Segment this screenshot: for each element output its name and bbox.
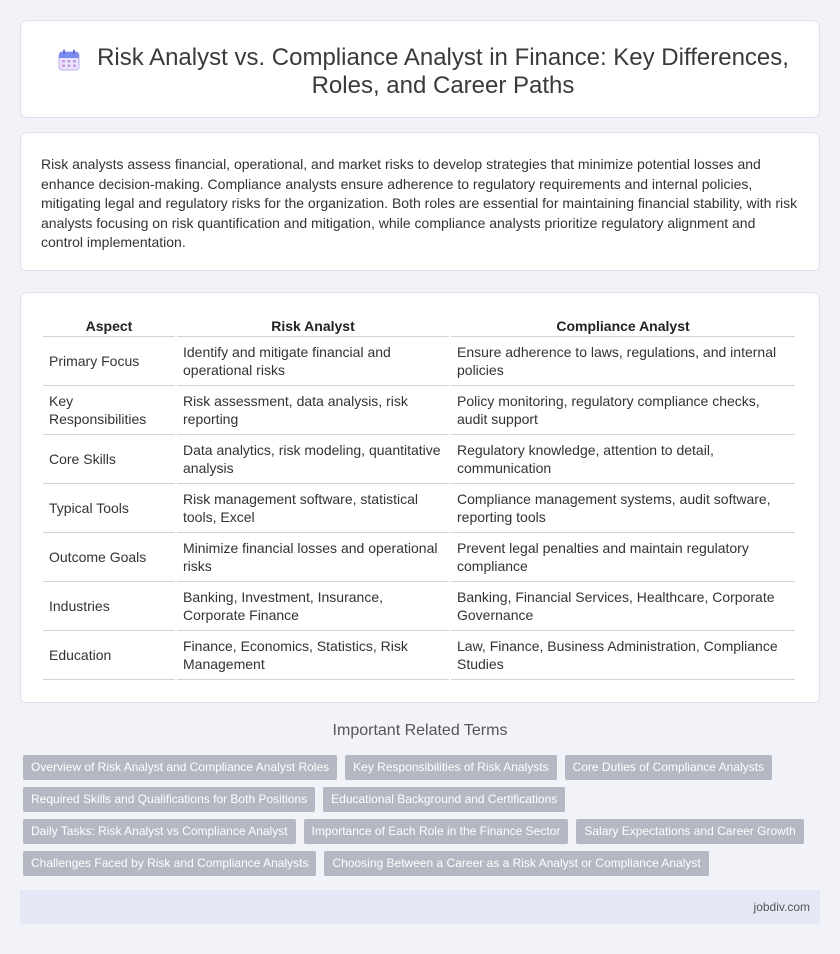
cell-compliance-analyst: Banking, Financial Services, Healthcare, Corporate Governance bbox=[451, 582, 795, 631]
cell-compliance-analyst: Ensure adherence to laws, regulations, and internal policies bbox=[451, 337, 795, 386]
related-term-tag[interactable]: Challenges Faced by Risk and Compliance Analysts bbox=[23, 851, 316, 876]
cell-aspect: Education bbox=[43, 631, 175, 680]
related-term-tag[interactable]: Educational Background and Certifications bbox=[323, 787, 565, 812]
cell-compliance-analyst: Law, Finance, Business Administration, Compliance Studies bbox=[451, 631, 795, 680]
tag-row bbox=[23, 755, 803, 780]
table-row bbox=[43, 386, 795, 435]
header-compliance-analyst: Compliance Analyst bbox=[451, 315, 795, 337]
cell-aspect: Key Responsibilities bbox=[43, 386, 175, 435]
table-row bbox=[43, 484, 795, 533]
cell-aspect: Typical Tools bbox=[43, 484, 175, 533]
table-row bbox=[43, 582, 795, 631]
summary-text: Risk analysts assess financial, operational, and market risks to develop strategies that minimize potential losses and enhance decision-making. Compliance analysts ensure adherence to regulatory requirements and internal policies, mitigating legal and regulatory risks for the organization. Both roles are essential for maintaining financial stability, with risk analysts focusing on risk quantification and mitigation, while compliance analysts prioritize regulatory alignment and control implementation. bbox=[41, 156, 798, 251]
cell-risk-analyst: Finance, Economics, Statistics, Risk Management bbox=[177, 631, 449, 680]
cell-risk-analyst: Banking, Investment, Insurance, Corporate Finance bbox=[177, 582, 449, 631]
table-row bbox=[43, 435, 795, 484]
cell-risk-analyst: Minimize financial losses and operational risks bbox=[177, 533, 449, 582]
related-term-tag[interactable]: Overview of Risk Analyst and Compliance Analyst Roles bbox=[23, 755, 337, 780]
cell-risk-analyst: Risk management software, statistical tools, Excel bbox=[177, 484, 449, 533]
comparison-table-card bbox=[20, 292, 820, 703]
cell-risk-analyst: Risk assessment, data analysis, risk reporting bbox=[177, 386, 449, 435]
cell-risk-analyst: Data analytics, risk modeling, quantitative analysis bbox=[177, 435, 449, 484]
header-aspect: Aspect bbox=[43, 315, 175, 337]
comparison-table bbox=[41, 315, 797, 680]
tag-row bbox=[23, 851, 803, 876]
related-term-tag[interactable]: Salary Expectations and Career Growth bbox=[576, 819, 803, 844]
cell-aspect: Industries bbox=[43, 582, 175, 631]
related-terms bbox=[23, 755, 803, 883]
table-row bbox=[43, 337, 795, 386]
related-term-tag[interactable]: Daily Tasks: Risk Analyst vs Compliance Analyst bbox=[23, 819, 296, 844]
related-term-tag[interactable]: Choosing Between a Career as a Risk Analyst or Compliance Analyst bbox=[324, 851, 708, 876]
related-term-tag[interactable]: Importance of Each Role in the Finance Sector bbox=[304, 819, 569, 844]
cell-compliance-analyst: Compliance management systems, audit software, reporting tools bbox=[451, 484, 795, 533]
header-risk-analyst: Risk Analyst bbox=[177, 315, 449, 337]
related-term-tag[interactable]: Core Duties of Compliance Analysts bbox=[565, 755, 772, 780]
footer-site: jobdiv.com bbox=[753, 900, 810, 914]
footer bbox=[20, 890, 820, 924]
cell-risk-analyst: Identify and mitigate financial and operational risks bbox=[177, 337, 449, 386]
cell-aspect: Core Skills bbox=[43, 435, 175, 484]
cell-compliance-analyst: Regulatory knowledge, attention to detail, communication bbox=[451, 435, 795, 484]
page-title: Risk Analyst vs. Compliance Analyst in Finance: Key Differences, Roles, and Career Paths bbox=[97, 44, 789, 99]
table-row bbox=[43, 533, 795, 582]
related-term-tag[interactable]: Required Skills and Qualifications for Both Positions bbox=[23, 787, 315, 812]
cell-aspect: Outcome Goals bbox=[43, 533, 175, 582]
tag-row bbox=[23, 819, 803, 844]
title-card bbox=[20, 20, 820, 118]
table-header-row bbox=[43, 315, 795, 337]
tag-row bbox=[23, 787, 803, 812]
cell-compliance-analyst: Policy monitoring, regulatory compliance checks, audit support bbox=[451, 386, 795, 435]
cell-aspect: Primary Focus bbox=[43, 337, 175, 386]
cell-compliance-analyst: Prevent legal penalties and maintain regulatory compliance bbox=[451, 533, 795, 582]
summary-card bbox=[20, 132, 820, 271]
related-term-tag[interactable]: Key Responsibilities of Risk Analysts bbox=[345, 755, 556, 780]
table-row bbox=[43, 631, 795, 680]
related-terms-title: Important Related Terms bbox=[332, 722, 508, 739]
